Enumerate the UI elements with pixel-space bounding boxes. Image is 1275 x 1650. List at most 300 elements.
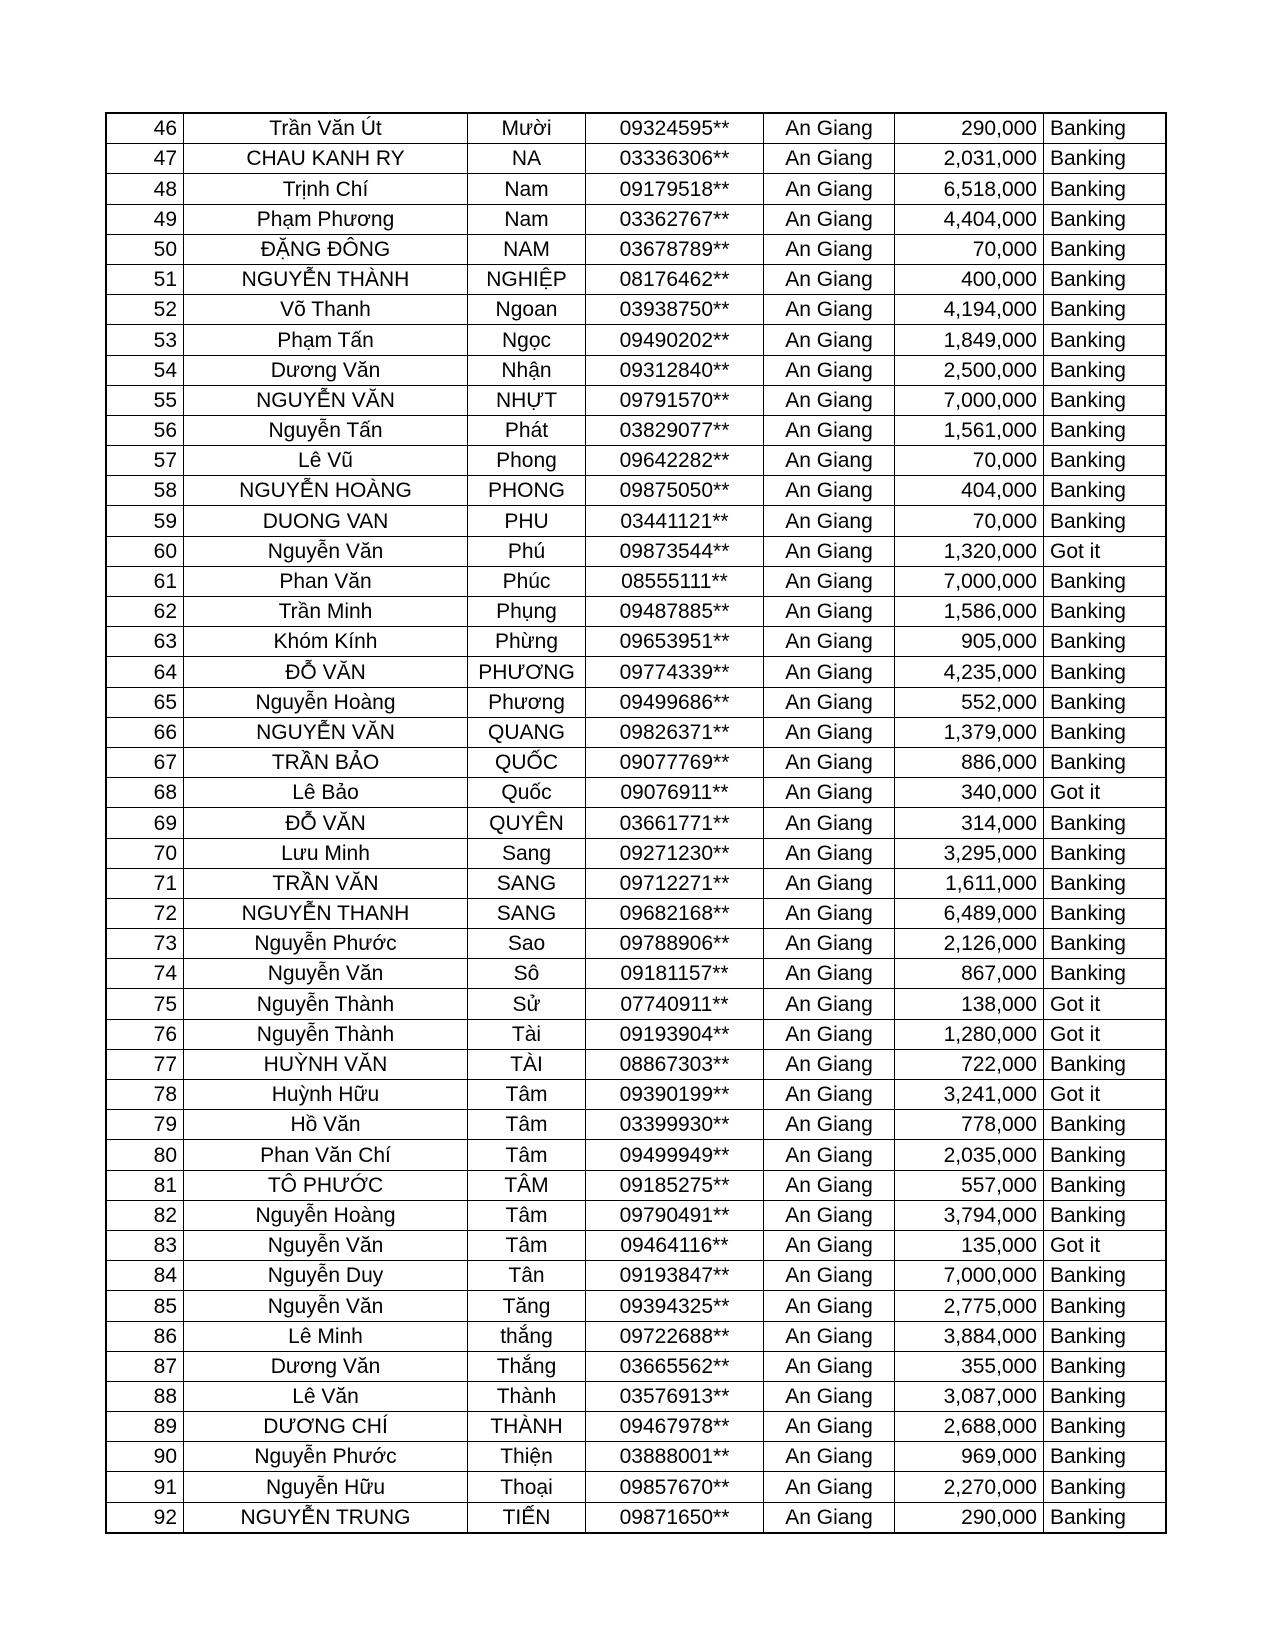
table-row	[106, 898, 1166, 928]
phone-cell: 09653951**	[586, 627, 764, 657]
row-number-cell: 77	[106, 1049, 184, 1079]
given-name-cell: Tâm	[468, 1230, 586, 1260]
row-number-cell: 54	[106, 355, 184, 385]
given-name-cell: Phụng	[468, 597, 586, 627]
family-name-cell: CHAU KANH RY	[184, 144, 468, 174]
payment-method-cell: Banking	[1044, 385, 1167, 415]
table-row	[106, 355, 1166, 385]
amount-cell: 7,000,000	[895, 566, 1044, 596]
given-name-cell: TÂM	[468, 1170, 586, 1200]
amount-cell: 70,000	[895, 446, 1044, 476]
table-row	[106, 657, 1166, 687]
phone-cell: 09790491**	[586, 1200, 764, 1230]
family-name-cell: Phan Văn Chí	[184, 1140, 468, 1170]
payment-method-cell: Got it	[1044, 989, 1167, 1019]
province-cell: An Giang	[764, 476, 895, 506]
given-name-cell: Nhận	[468, 355, 586, 385]
row-number-cell: 67	[106, 747, 184, 777]
row-number-cell: 79	[106, 1110, 184, 1140]
given-name-cell: Tâm	[468, 1080, 586, 1110]
province-cell: An Giang	[764, 1381, 895, 1411]
row-number-cell: 91	[106, 1472, 184, 1502]
family-name-cell: Khóm Kính	[184, 627, 468, 657]
phone-cell: 08867303**	[586, 1049, 764, 1079]
payment-method-cell: Banking	[1044, 325, 1167, 355]
table-row	[106, 234, 1166, 264]
family-name-cell: ĐẶNG ĐÔNG	[184, 234, 468, 264]
row-number-cell: 68	[106, 778, 184, 808]
row-number-cell: 66	[106, 717, 184, 747]
province-cell: An Giang	[764, 1080, 895, 1110]
payment-method-cell: Banking	[1044, 657, 1167, 687]
family-name-cell: TÔ PHƯỚC	[184, 1170, 468, 1200]
table-row	[106, 959, 1166, 989]
table-row	[106, 1110, 1166, 1140]
phone-cell: 03829077**	[586, 415, 764, 445]
table-row	[106, 778, 1166, 808]
recipient-table-body	[106, 113, 1166, 1533]
row-number-cell: 82	[106, 1200, 184, 1230]
row-number-cell: 84	[106, 1261, 184, 1291]
phone-cell: 09394325**	[586, 1291, 764, 1321]
province-cell: An Giang	[764, 355, 895, 385]
amount-cell: 2,035,000	[895, 1140, 1044, 1170]
row-number-cell: 49	[106, 204, 184, 234]
table-row	[106, 506, 1166, 536]
family-name-cell: Dương Văn	[184, 355, 468, 385]
family-name-cell: NGUYỄN THÀNH	[184, 264, 468, 294]
province-cell: An Giang	[764, 959, 895, 989]
phone-cell: 09464116**	[586, 1230, 764, 1260]
payment-method-cell: Banking	[1044, 687, 1167, 717]
row-number-cell: 69	[106, 808, 184, 838]
payment-method-cell: Banking	[1044, 415, 1167, 445]
table-row	[106, 204, 1166, 234]
payment-method-cell: Banking	[1044, 838, 1167, 868]
table-row	[106, 717, 1166, 747]
table-row	[106, 1321, 1166, 1351]
table-row	[106, 1049, 1166, 1079]
amount-cell: 7,000,000	[895, 385, 1044, 415]
given-name-cell: Quốc	[468, 778, 586, 808]
province-cell: An Giang	[764, 1019, 895, 1049]
amount-cell: 6,489,000	[895, 898, 1044, 928]
row-number-cell: 92	[106, 1502, 184, 1533]
payment-method-cell: Banking	[1044, 295, 1167, 325]
amount-cell: 70,000	[895, 506, 1044, 536]
row-number-cell: 75	[106, 989, 184, 1019]
payment-method-cell: Banking	[1044, 113, 1167, 144]
family-name-cell: ĐỖ VĂN	[184, 808, 468, 838]
amount-cell: 135,000	[895, 1230, 1044, 1260]
province-cell: An Giang	[764, 1110, 895, 1140]
table-row	[106, 566, 1166, 596]
row-number-cell: 59	[106, 506, 184, 536]
row-number-cell: 57	[106, 446, 184, 476]
phone-cell: 03661771**	[586, 808, 764, 838]
phone-cell: 09076911**	[586, 778, 764, 808]
given-name-cell: Ngoan	[468, 295, 586, 325]
row-number-cell: 86	[106, 1321, 184, 1351]
payment-method-cell: Banking	[1044, 1110, 1167, 1140]
province-cell: An Giang	[764, 717, 895, 747]
amount-cell: 905,000	[895, 627, 1044, 657]
payment-method-cell: Banking	[1044, 808, 1167, 838]
province-cell: An Giang	[764, 868, 895, 898]
given-name-cell: QUYÊN	[468, 808, 586, 838]
row-number-cell: 55	[106, 385, 184, 415]
table-row	[106, 1502, 1166, 1533]
phone-cell: 09871650**	[586, 1502, 764, 1533]
province-cell: An Giang	[764, 113, 895, 144]
given-name-cell: Phong	[468, 446, 586, 476]
phone-cell: 09181157**	[586, 959, 764, 989]
given-name-cell: SANG	[468, 898, 586, 928]
given-name-cell: NA	[468, 144, 586, 174]
amount-cell: 4,404,000	[895, 204, 1044, 234]
table-row	[106, 1291, 1166, 1321]
payment-method-cell: Banking	[1044, 204, 1167, 234]
row-number-cell: 61	[106, 566, 184, 596]
amount-cell: 2,031,000	[895, 144, 1044, 174]
table-row	[106, 415, 1166, 445]
table-row	[106, 446, 1166, 476]
family-name-cell: Trần Minh	[184, 597, 468, 627]
table-row	[106, 1080, 1166, 1110]
amount-cell: 1,611,000	[895, 868, 1044, 898]
phone-cell: 09875050**	[586, 476, 764, 506]
province-cell: An Giang	[764, 204, 895, 234]
province-cell: An Giang	[764, 838, 895, 868]
table-row	[106, 144, 1166, 174]
table-row	[106, 1230, 1166, 1260]
payment-method-cell: Banking	[1044, 898, 1167, 928]
family-name-cell: Nguyễn Văn	[184, 1230, 468, 1260]
table-row	[106, 989, 1166, 1019]
given-name-cell: PHƯƠNG	[468, 657, 586, 687]
payment-method-cell: Banking	[1044, 1291, 1167, 1321]
family-name-cell: Nguyễn Hữu	[184, 1472, 468, 1502]
phone-cell: 03938750**	[586, 295, 764, 325]
row-number-cell: 78	[106, 1080, 184, 1110]
province-cell: An Giang	[764, 1170, 895, 1200]
phone-cell: 09499949**	[586, 1140, 764, 1170]
payment-method-cell: Got it	[1044, 778, 1167, 808]
family-name-cell: Võ Thanh	[184, 295, 468, 325]
payment-method-cell: Banking	[1044, 747, 1167, 777]
phone-cell: 09324595**	[586, 113, 764, 144]
family-name-cell: Phạm Tấn	[184, 325, 468, 355]
family-name-cell: Nguyễn Thành	[184, 1019, 468, 1049]
given-name-cell: Nam	[468, 174, 586, 204]
given-name-cell: thắng	[468, 1321, 586, 1351]
phone-cell: 03665562**	[586, 1351, 764, 1381]
province-cell: An Giang	[764, 1502, 895, 1533]
payment-method-cell: Banking	[1044, 1412, 1167, 1442]
family-name-cell: TRẦN BẢO	[184, 747, 468, 777]
phone-cell: 09682168**	[586, 898, 764, 928]
table-row	[106, 476, 1166, 506]
phone-cell: 09722688**	[586, 1321, 764, 1351]
province-cell: An Giang	[764, 929, 895, 959]
phone-cell: 03441121**	[586, 506, 764, 536]
amount-cell: 867,000	[895, 959, 1044, 989]
phone-cell: 09826371**	[586, 717, 764, 747]
phone-cell: 09193904**	[586, 1019, 764, 1049]
phone-cell: 09179518**	[586, 174, 764, 204]
row-number-cell: 51	[106, 264, 184, 294]
table-row	[106, 929, 1166, 959]
payment-method-cell: Banking	[1044, 1472, 1167, 1502]
province-cell: An Giang	[764, 174, 895, 204]
family-name-cell: Lê Vũ	[184, 446, 468, 476]
province-cell: An Giang	[764, 144, 895, 174]
payment-method-cell: Banking	[1044, 1351, 1167, 1381]
payment-method-cell: Banking	[1044, 1140, 1167, 1170]
payment-method-cell: Banking	[1044, 959, 1167, 989]
phone-cell: 09873544**	[586, 536, 764, 566]
phone-cell: 09185275**	[586, 1170, 764, 1200]
family-name-cell: Trịnh Chí	[184, 174, 468, 204]
given-name-cell: Tâm	[468, 1140, 586, 1170]
table-row	[106, 1412, 1166, 1442]
row-number-cell: 74	[106, 959, 184, 989]
province-cell: An Giang	[764, 989, 895, 1019]
amount-cell: 4,235,000	[895, 657, 1044, 687]
family-name-cell: DUONG VAN	[184, 506, 468, 536]
given-name-cell: Tâm	[468, 1200, 586, 1230]
phone-cell: 09490202**	[586, 325, 764, 355]
phone-cell: 03888001**	[586, 1442, 764, 1472]
amount-cell: 1,849,000	[895, 325, 1044, 355]
given-name-cell: QUANG	[468, 717, 586, 747]
row-number-cell: 63	[106, 627, 184, 657]
table-row	[106, 838, 1166, 868]
family-name-cell: Nguyễn Thành	[184, 989, 468, 1019]
table-row	[106, 1442, 1166, 1472]
family-name-cell: NGUYỄN TRUNG	[184, 1502, 468, 1533]
amount-cell: 2,126,000	[895, 929, 1044, 959]
row-number-cell: 52	[106, 295, 184, 325]
row-number-cell: 72	[106, 898, 184, 928]
phone-cell: 03336306**	[586, 144, 764, 174]
province-cell: An Giang	[764, 506, 895, 536]
province-cell: An Giang	[764, 566, 895, 596]
table-row	[106, 747, 1166, 777]
table-row	[106, 1200, 1166, 1230]
row-number-cell: 48	[106, 174, 184, 204]
family-name-cell: Nguyễn Văn	[184, 1291, 468, 1321]
row-number-cell: 50	[106, 234, 184, 264]
payment-method-cell: Banking	[1044, 1442, 1167, 1472]
amount-cell: 557,000	[895, 1170, 1044, 1200]
phone-cell: 03576913**	[586, 1381, 764, 1411]
amount-cell: 1,379,000	[895, 717, 1044, 747]
payment-method-cell: Banking	[1044, 355, 1167, 385]
phone-cell: 03678789**	[586, 234, 764, 264]
table-row	[106, 295, 1166, 325]
amount-cell: 3,794,000	[895, 1200, 1044, 1230]
given-name-cell: Sô	[468, 959, 586, 989]
amount-cell: 3,087,000	[895, 1381, 1044, 1411]
phone-cell: 09712271**	[586, 868, 764, 898]
amount-cell: 2,775,000	[895, 1291, 1044, 1321]
phone-cell: 09390199**	[586, 1080, 764, 1110]
payment-method-cell: Banking	[1044, 717, 1167, 747]
row-number-cell: 62	[106, 597, 184, 627]
payment-method-cell: Banking	[1044, 174, 1167, 204]
row-number-cell: 71	[106, 868, 184, 898]
table-row	[106, 597, 1166, 627]
family-name-cell: Nguyễn Duy	[184, 1261, 468, 1291]
amount-cell: 340,000	[895, 778, 1044, 808]
amount-cell: 2,270,000	[895, 1472, 1044, 1502]
table-row	[106, 1472, 1166, 1502]
given-name-cell: Tăng	[468, 1291, 586, 1321]
family-name-cell: Phan Văn	[184, 566, 468, 596]
phone-cell: 09487885**	[586, 597, 764, 627]
province-cell: An Giang	[764, 1049, 895, 1079]
amount-cell: 1,280,000	[895, 1019, 1044, 1049]
row-number-cell: 85	[106, 1291, 184, 1321]
given-name-cell: NHỰT	[468, 385, 586, 415]
payment-method-cell: Banking	[1044, 1200, 1167, 1230]
family-name-cell: Nguyễn Phước	[184, 1442, 468, 1472]
given-name-cell: Phừng	[468, 627, 586, 657]
province-cell: An Giang	[764, 657, 895, 687]
row-number-cell: 47	[106, 144, 184, 174]
row-number-cell: 53	[106, 325, 184, 355]
amount-cell: 6,518,000	[895, 174, 1044, 204]
given-name-cell: Tài	[468, 1019, 586, 1049]
province-cell: An Giang	[764, 898, 895, 928]
phone-cell: 09857670**	[586, 1472, 764, 1502]
table-row	[106, 1019, 1166, 1049]
table-row	[106, 264, 1166, 294]
province-cell: An Giang	[764, 1442, 895, 1472]
family-name-cell: Nguyễn Phước	[184, 929, 468, 959]
given-name-cell: Sao	[468, 929, 586, 959]
table-row	[106, 174, 1166, 204]
table-row	[106, 1381, 1166, 1411]
given-name-cell: Phúc	[468, 566, 586, 596]
province-cell: An Giang	[764, 1472, 895, 1502]
amount-cell: 969,000	[895, 1442, 1044, 1472]
row-number-cell: 90	[106, 1442, 184, 1472]
payment-method-cell: Got it	[1044, 1080, 1167, 1110]
payment-method-cell: Banking	[1044, 1049, 1167, 1079]
amount-cell: 778,000	[895, 1110, 1044, 1140]
table-row	[106, 536, 1166, 566]
phone-cell: 08176462**	[586, 264, 764, 294]
family-name-cell: DƯƠNG CHÍ	[184, 1412, 468, 1442]
table-row	[106, 687, 1166, 717]
phone-cell: 09774339**	[586, 657, 764, 687]
payment-method-cell: Banking	[1044, 476, 1167, 506]
family-name-cell: Lưu Minh	[184, 838, 468, 868]
given-name-cell: TÀI	[468, 1049, 586, 1079]
family-name-cell: NGUYỄN THANH	[184, 898, 468, 928]
family-name-cell: Lê Bảo	[184, 778, 468, 808]
amount-cell: 355,000	[895, 1351, 1044, 1381]
table-row	[106, 385, 1166, 415]
given-name-cell: SANG	[468, 868, 586, 898]
amount-cell: 3,884,000	[895, 1321, 1044, 1351]
amount-cell: 3,241,000	[895, 1080, 1044, 1110]
amount-cell: 722,000	[895, 1049, 1044, 1079]
amount-cell: 1,320,000	[895, 536, 1044, 566]
table-row	[106, 868, 1166, 898]
table-row	[106, 627, 1166, 657]
phone-cell: 09788906**	[586, 929, 764, 959]
phone-cell: 09271230**	[586, 838, 764, 868]
given-name-cell: Ngọc	[468, 325, 586, 355]
family-name-cell: Nguyễn Tấn	[184, 415, 468, 445]
row-number-cell: 64	[106, 657, 184, 687]
amount-cell: 7,000,000	[895, 1261, 1044, 1291]
province-cell: An Giang	[764, 536, 895, 566]
payment-method-cell: Banking	[1044, 234, 1167, 264]
row-number-cell: 58	[106, 476, 184, 506]
phone-cell: 09467978**	[586, 1412, 764, 1442]
recipient-table	[105, 112, 1167, 1534]
given-name-cell: Phương	[468, 687, 586, 717]
payment-method-cell: Banking	[1044, 1502, 1167, 1533]
given-name-cell: TIẾN	[468, 1502, 586, 1533]
table-row	[106, 1261, 1166, 1291]
province-cell: An Giang	[764, 446, 895, 476]
row-number-cell: 76	[106, 1019, 184, 1049]
given-name-cell: Tân	[468, 1261, 586, 1291]
province-cell: An Giang	[764, 747, 895, 777]
payment-method-cell: Got it	[1044, 1230, 1167, 1260]
phone-cell: 09312840**	[586, 355, 764, 385]
province-cell: An Giang	[764, 627, 895, 657]
payment-method-cell: Banking	[1044, 1261, 1167, 1291]
family-name-cell: Lê Văn	[184, 1381, 468, 1411]
given-name-cell: PHU	[468, 506, 586, 536]
province-cell: An Giang	[764, 597, 895, 627]
row-number-cell: 87	[106, 1351, 184, 1381]
phone-cell: 09642282**	[586, 446, 764, 476]
row-number-cell: 80	[106, 1140, 184, 1170]
amount-cell: 552,000	[895, 687, 1044, 717]
family-name-cell: Huỳnh Hữu	[184, 1080, 468, 1110]
payment-method-cell: Banking	[1044, 144, 1167, 174]
amount-cell: 290,000	[895, 113, 1044, 144]
amount-cell: 3,295,000	[895, 838, 1044, 868]
payment-method-cell: Banking	[1044, 566, 1167, 596]
row-number-cell: 46	[106, 113, 184, 144]
province-cell: An Giang	[764, 1351, 895, 1381]
given-name-cell: NAM	[468, 234, 586, 264]
phone-cell: 09499686**	[586, 687, 764, 717]
amount-cell: 886,000	[895, 747, 1044, 777]
amount-cell: 290,000	[895, 1502, 1044, 1533]
amount-cell: 404,000	[895, 476, 1044, 506]
province-cell: An Giang	[764, 1140, 895, 1170]
payment-method-cell: Banking	[1044, 446, 1167, 476]
table-row	[106, 1140, 1166, 1170]
phone-cell: 03399930**	[586, 1110, 764, 1140]
payment-method-cell: Banking	[1044, 506, 1167, 536]
row-number-cell: 56	[106, 415, 184, 445]
amount-cell: 2,688,000	[895, 1412, 1044, 1442]
given-name-cell: PHONG	[468, 476, 586, 506]
given-name-cell: Thắng	[468, 1351, 586, 1381]
row-number-cell: 60	[106, 536, 184, 566]
province-cell: An Giang	[764, 1261, 895, 1291]
